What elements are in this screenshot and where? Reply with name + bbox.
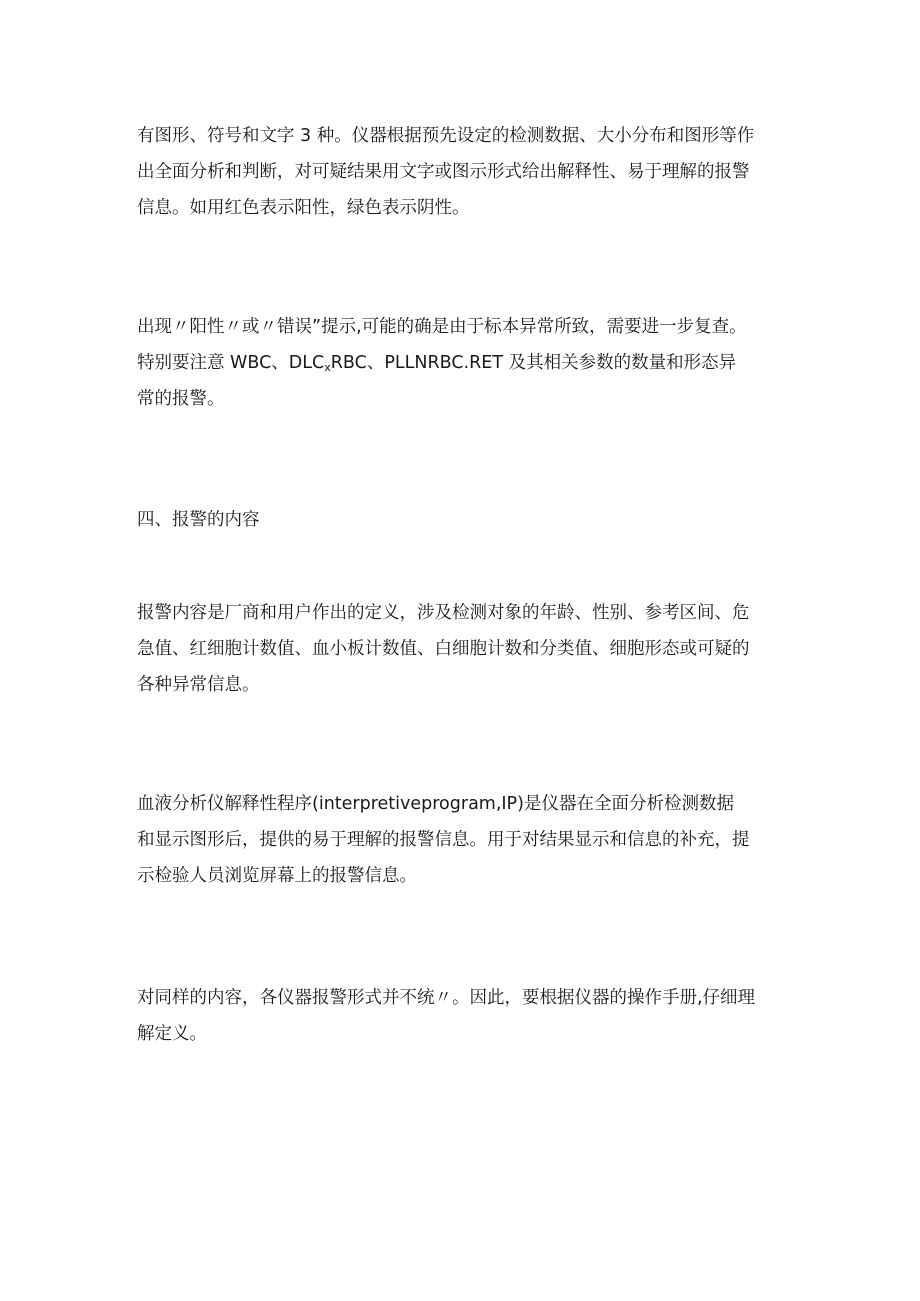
subscript-x: x [324,361,331,374]
paragraph-2-line-3: 常的报警。 [137,389,225,409]
section-heading: 四、报警的内容 [137,510,260,530]
paragraph-alarm-forms: 有图形、符号和文字 3 种。仪器根据预先设定的检测数据、大小分布和图形等作 出全面分析和判断，对可疑结果用文字或图示形式给出解释性、易于理解的报警 信息。如用红色表示阳性，绿色表示阴性。 [137,126,755,218]
paragraph-2-line-1: 出现〃阳性〃或〃错误”提示,可能的确是由于标本异常所致，需要进一步复查。 [137,317,747,337]
paragraph-alarm-form-differences: 对同样的内容，各仪器报警形式并不统〃。因此，要根据仪器的操作手册,仔细理 解定义。 [137,988,756,1044]
paragraph-2-line-2-before: 特别要注意 WBC、DLC [137,353,325,373]
paragraph-positive-error-prompt [137,309,787,417]
paragraph-interpretive-program: 血液分析仪解释性程序(interpretiveprogram,IP)是仪器在全面分析检测数据 和显示图形后，提供的易于理解的报警信息。用于对结果显示和信息的补充，提 示检验人员浏览屏幕上的报警信息。 [137,794,750,886]
paragraph-2-line-2-after: RBC、PLLNRBC.RET 及其相关参数的数量和形态异 [330,353,737,373]
paragraph-alarm-content-definition: 报警内容是厂商和用户作出的定义，涉及检测对象的年龄、性别、参考区间、危 急值、红细胞计数值、血小板计数值、白细胞计数和分类值、细胞形态或可疑的 各种异常信息。 [137,603,750,695]
